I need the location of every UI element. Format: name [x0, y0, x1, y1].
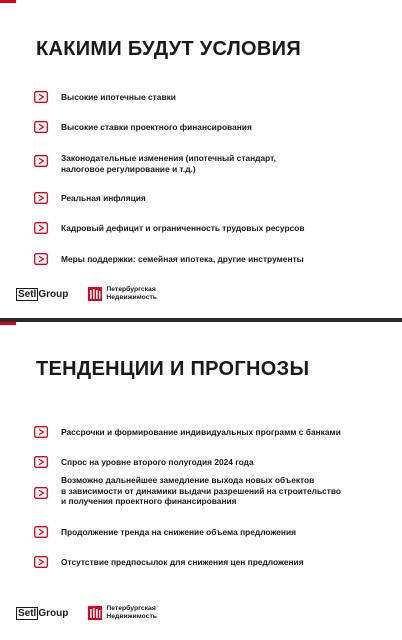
play-arrow-icon: [34, 155, 48, 167]
bullet-text: Спрос на уровне второго полугодия 2024 года: [61, 457, 254, 467]
bullet-text: Высокие ставки проектного финансирования: [61, 122, 252, 132]
slide-conditions: [0, 0, 402, 318]
bullet-item: [34, 192, 146, 204]
accent-bar: [0, 0, 16, 3]
bullet-item: [34, 253, 304, 265]
bullet-item: [34, 91, 176, 103]
building-icon: [88, 606, 102, 620]
bullet-text: Высокие ипотечные ставки: [61, 92, 176, 102]
setl-group-logo: Setl Group: [18, 607, 69, 619]
bullet-item: [34, 475, 341, 507]
bullet-item: [34, 456, 254, 468]
play-arrow-icon: [34, 253, 48, 265]
play-arrow-icon: [34, 426, 48, 438]
bullet-text: Законодательные изменения (ипотечный стандарт, налоговое регулирование и т.д.): [61, 153, 276, 174]
bullet-item: [34, 121, 252, 133]
bullet-text: Продолжение тренда на снижение объема предложения: [61, 527, 297, 537]
bullet-item: [34, 222, 305, 234]
building-icon: [88, 287, 102, 301]
bullet-text: Рассрочки и формирование индивидуальных программ с банками: [61, 427, 341, 437]
slide-trends: [0, 322, 402, 640]
bullet-text: Кадровый дефицит и ограниченность трудовых ресурсов: [61, 223, 305, 233]
play-arrow-icon: [34, 556, 48, 568]
slide-title: ТЕНДЕНЦИИ И ПРОГНОЗЫ: [36, 358, 310, 380]
bullet-text: Отсутствие предпосылок для снижения цен предложения: [61, 557, 304, 567]
footer-logos: [16, 605, 157, 621]
spb-nedvizhimost-logo: Петербургская Недвижимость: [88, 605, 157, 621]
play-arrow-icon: [34, 526, 48, 538]
bullet-item: [34, 556, 304, 568]
bullet-text: Реальная инфляция: [61, 193, 146, 203]
bullet-text: Возможно дальнейшее замедление выхода новых объектов в зависимости от динамики выдачи разрешений на строительство и получения проектного финансирования: [61, 475, 342, 506]
play-arrow-icon: [34, 487, 48, 499]
slide-title: КАКИМИ БУДУТ УСЛОВИЯ: [36, 38, 302, 60]
footer-logos: [16, 286, 157, 302]
play-arrow-icon: [34, 456, 48, 468]
accent-bar: [0, 322, 16, 325]
play-arrow-icon: [34, 222, 48, 234]
play-arrow-icon: [34, 192, 48, 204]
setl-group-logo: Setl Group: [18, 288, 69, 300]
bullet-item: [34, 526, 296, 538]
spb-nedvizhimost-logo: Петербургская Недвижимость: [88, 286, 157, 302]
bullet-text: Меры поддержки: семейная ипотека, другие инструменты: [61, 254, 304, 264]
bullet-item: [34, 426, 341, 438]
play-arrow-icon: [34, 91, 48, 103]
bullet-item: [34, 153, 276, 174]
play-arrow-icon: [34, 121, 48, 133]
